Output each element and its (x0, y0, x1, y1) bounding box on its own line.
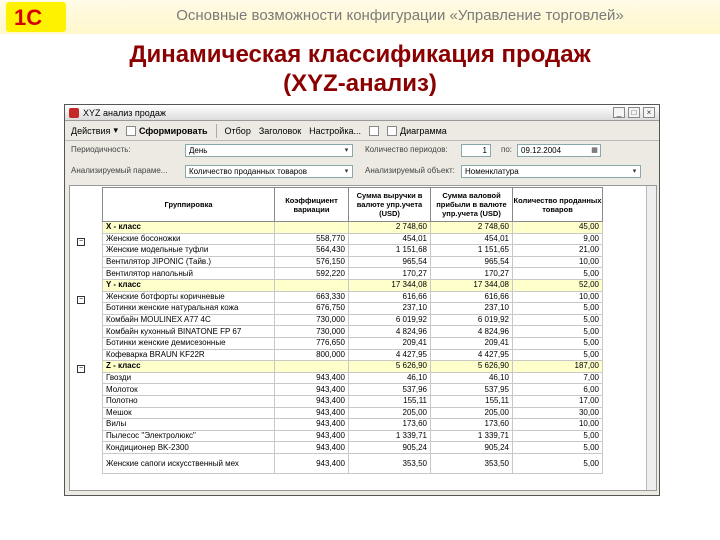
cell-grouping: Комбайн кухонный BINATONE FP 67 (103, 326, 275, 338)
cell-grouping: Y - класс (103, 279, 275, 291)
cell-grouping: Вилы (103, 419, 275, 431)
class-group-row[interactable] (103, 222, 603, 234)
cell-profit: 17 344,08 (431, 279, 513, 291)
table-row[interactable] (103, 268, 603, 280)
cell-qty: 30,00 (513, 407, 603, 419)
cell-qty: 5,00 (513, 337, 603, 349)
cell-profit: 155,11 (431, 395, 513, 407)
col-header-qty: Количество проданных товаров (513, 188, 603, 222)
cell-revenue: 237,10 (349, 303, 431, 315)
cell-coef: 800,000 (275, 349, 349, 361)
cell-revenue: 6 019,92 (349, 314, 431, 326)
cell-coef: 676,750 (275, 303, 349, 315)
cell-qty: 10,00 (513, 419, 603, 431)
cell-profit: 616,66 (431, 291, 513, 303)
cell-coef: 943,400 (275, 407, 349, 419)
cell-grouping: Полотно (103, 395, 275, 407)
table-header-row (103, 188, 603, 222)
cell-revenue: 170,27 (349, 268, 431, 280)
cell-qty: 5,00 (513, 326, 603, 338)
cell-coef: 943,400 (275, 372, 349, 384)
calendar-icon: ▦ (591, 147, 598, 154)
cell-profit: 4 824,96 (431, 326, 513, 338)
cell-coef: 943,400 (275, 384, 349, 396)
minimize-button[interactable]: _ (613, 107, 625, 118)
cell-profit: 173,60 (431, 419, 513, 431)
slide-subtitle: Основные возможности конфигурации «Управление торговлей» (176, 7, 624, 24)
periods-count-label: Количество периодов: (365, 145, 448, 154)
cell-coef: 943,400 (275, 419, 349, 431)
cell-grouping: Z - класс (103, 361, 275, 373)
cell-profit: 905,24 (431, 442, 513, 454)
cell-profit: 46,10 (431, 372, 513, 384)
cell-revenue: 616,66 (349, 291, 431, 303)
cell-coef: 592,220 (275, 268, 349, 280)
periodicity-label: Периодичность: (71, 145, 131, 154)
param-label: Анализируемый параме... (71, 166, 168, 175)
cell-revenue: 537,96 (349, 384, 431, 396)
table-row[interactable] (103, 314, 603, 326)
cell-profit: 353,50 (431, 453, 513, 473)
chart-button[interactable]: Диаграмма (387, 126, 447, 136)
cell-qty: 5,00 (513, 453, 603, 473)
cell-profit: 2 748,60 (431, 222, 513, 234)
table-row[interactable] (103, 245, 603, 257)
close-button[interactable]: × (643, 107, 655, 118)
class-group-row[interactable] (103, 279, 603, 291)
cell-grouping: Вентилятор JIPONIC (Тайв.) (103, 256, 275, 268)
cell-profit: 205,00 (431, 407, 513, 419)
cell-revenue: 17 344,08 (349, 279, 431, 291)
chevron-down-icon: ▾ (344, 168, 349, 175)
table-row[interactable] (103, 349, 603, 361)
window-title: XYZ анализ продаж (83, 108, 166, 118)
report-table (102, 187, 603, 474)
cell-coef: 576,150 (275, 256, 349, 268)
table-row[interactable] (103, 442, 603, 454)
title-line-1: Динамическая классификация продаж (129, 41, 591, 68)
cell-revenue: 173,60 (349, 419, 431, 431)
1c-logo (6, 2, 66, 32)
cell-revenue: 2 748,60 (349, 222, 431, 234)
cell-coef (275, 361, 349, 373)
periodicity-row (65, 141, 659, 161)
collapse-y-group-icon[interactable]: − (78, 296, 84, 303)
cell-qty: 187,00 (513, 361, 603, 373)
cell-grouping: Ботинки женские демисезонные (103, 337, 275, 349)
cell-coef: 663,330 (275, 291, 349, 303)
cell-revenue: 209,41 (349, 337, 431, 349)
chevron-down-icon: ▾ (632, 168, 637, 175)
app-icon (69, 108, 79, 118)
table-row[interactable] (103, 326, 603, 338)
cell-coef: 558,770 (275, 233, 349, 245)
settings-button[interactable]: Настройка... (309, 125, 361, 136)
collapse-x-group-icon[interactable]: − (78, 238, 84, 245)
toolbar (65, 121, 659, 141)
object-label: Анализируемый объект: (365, 166, 455, 175)
cell-grouping: Пылесос "Электролюкс" (103, 430, 275, 442)
report-window (64, 104, 660, 496)
cell-grouping: Женские ботфорты коричневые (103, 291, 275, 303)
table-row[interactable] (103, 372, 603, 384)
title-line-2: (XYZ-анализ) (283, 70, 437, 97)
cell-grouping: Комбайн MOULINEX A77 4C (103, 314, 275, 326)
param-row (65, 161, 659, 183)
cell-profit: 5 626,90 (431, 361, 513, 373)
table-row[interactable] (103, 337, 603, 349)
class-group-row[interactable] (103, 361, 603, 373)
cell-revenue: 205,00 (349, 407, 431, 419)
cell-profit: 1 151,65 (431, 245, 513, 257)
until-date-input[interactable]: 09.12.2004 ▦ (517, 144, 601, 157)
cell-grouping: Гвозди (103, 372, 275, 384)
cell-qty: 5,00 (513, 349, 603, 361)
cell-revenue: 46,10 (349, 372, 431, 384)
table-row[interactable] (103, 384, 603, 396)
cell-grouping: Кофеварка BRAUN KF22R (103, 349, 275, 361)
table-row[interactable] (103, 291, 603, 303)
refresh-button[interactable] (369, 126, 379, 136)
chart-icon (387, 126, 397, 136)
cell-qty: 52,00 (513, 279, 603, 291)
table-row[interactable] (103, 256, 603, 268)
cell-revenue: 1 151,68 (349, 245, 431, 257)
cell-revenue: 1 339,71 (349, 430, 431, 442)
cell-qty: 5,00 (513, 303, 603, 315)
table-row[interactable] (103, 430, 603, 442)
cell-qty: 5,00 (513, 430, 603, 442)
col-header-profit: Сумма валовой прибыли в валюте упр.учета (USD) (431, 188, 513, 222)
cell-qty: 21,00 (513, 245, 603, 257)
cell-revenue: 155,11 (349, 395, 431, 407)
cell-profit: 237,10 (431, 303, 513, 315)
play-icon (126, 126, 136, 136)
table-row[interactable] (103, 395, 603, 407)
report-grid (69, 185, 657, 491)
chevron-down-icon: ▾ (344, 147, 349, 154)
refresh-icon (369, 126, 379, 136)
object-select[interactable]: Номенклатура ▾ (461, 165, 641, 178)
logo-text: 1С (14, 5, 43, 30)
maximize-button[interactable]: □ (628, 107, 640, 118)
vertical-scrollbar[interactable] (646, 186, 656, 491)
cell-revenue: 965,54 (349, 256, 431, 268)
cell-qty: 5,00 (513, 314, 603, 326)
cell-profit: 209,41 (431, 337, 513, 349)
col-header-grouping: Группировка (103, 188, 275, 222)
cell-qty: 10,00 (513, 256, 603, 268)
cell-coef: 943,400 (275, 430, 349, 442)
cell-grouping: Молоток (103, 384, 275, 396)
cell-grouping: Ботинки женские натуральная кожа (103, 303, 275, 315)
cell-revenue: 4 427,95 (349, 349, 431, 361)
cell-grouping: Женские сапоги искусственный мех (103, 453, 275, 473)
cell-profit: 537,95 (431, 384, 513, 396)
cell-coef (275, 222, 349, 234)
selection-button[interactable]: Отбор (224, 125, 251, 136)
cell-qty: 10,00 (513, 291, 603, 303)
until-label: по: (501, 145, 513, 154)
cell-qty: 9,00 (513, 233, 603, 245)
cell-grouping: X - класс (103, 222, 275, 234)
table-body (103, 222, 603, 474)
cell-qty: 5,00 (513, 442, 603, 454)
periods-count-input[interactable]: 1 (461, 144, 491, 157)
slide-title (0, 40, 720, 98)
cell-profit: 4 427,95 (431, 349, 513, 361)
cell-revenue: 454,01 (349, 233, 431, 245)
actions-menu[interactable]: Действия ▾ (71, 125, 118, 136)
cell-qty: 6,00 (513, 384, 603, 396)
table-row[interactable] (103, 407, 603, 419)
cell-coef: 730,000 (275, 326, 349, 338)
collapse-z-group-icon[interactable]: − (78, 365, 84, 372)
table-row[interactable] (103, 303, 603, 315)
window-controls (613, 107, 655, 118)
cell-revenue: 905,24 (349, 442, 431, 454)
cell-coef: 730,000 (275, 314, 349, 326)
cell-coef: 564,430 (275, 245, 349, 257)
table-row[interactable] (103, 233, 603, 245)
cell-grouping: Вентилятор напольный (103, 268, 275, 280)
cell-qty: 17,00 (513, 395, 603, 407)
cell-qty: 7,00 (513, 372, 603, 384)
table-row[interactable] (103, 419, 603, 431)
cell-grouping: Женские босоножки (103, 233, 275, 245)
col-header-revenue: Сумма выручки в валюте упр.учета (USD) (349, 188, 431, 222)
cell-grouping: Кондиционер BK-2300 (103, 442, 275, 454)
title-button[interactable]: Заголовок (258, 125, 302, 136)
cell-grouping: Женские модельные туфли (103, 245, 275, 257)
cell-coef (275, 279, 349, 291)
cell-profit: 1 339,71 (431, 430, 513, 442)
cell-revenue: 353,50 (349, 453, 431, 473)
cell-profit: 454,01 (431, 233, 513, 245)
col-header-coef: Коэффициент вариации (275, 188, 349, 222)
generate-button[interactable]: Сформировать (126, 126, 208, 136)
cell-profit: 6 019,92 (431, 314, 513, 326)
cell-revenue: 5 626,90 (349, 361, 431, 373)
cell-grouping: Мешок (103, 407, 275, 419)
param-select[interactable]: Количество проданных товаров ▾ (185, 165, 353, 178)
cell-coef: 943,400 (275, 395, 349, 407)
window-titlebar[interactable] (65, 105, 659, 121)
cell-coef: 776,650 (275, 337, 349, 349)
cell-revenue: 4 824,96 (349, 326, 431, 338)
cell-qty: 45,00 (513, 222, 603, 234)
periodicity-select[interactable]: День ▾ (185, 144, 353, 157)
cell-profit: 965,54 (431, 256, 513, 268)
table-row[interactable] (103, 453, 603, 473)
cell-qty: 5,00 (513, 268, 603, 280)
toolbar-separator (216, 124, 217, 138)
cell-profit: 170,27 (431, 268, 513, 280)
cell-coef: 943,400 (275, 453, 349, 473)
group-gutter (70, 186, 102, 491)
cell-coef: 943,400 (275, 442, 349, 454)
